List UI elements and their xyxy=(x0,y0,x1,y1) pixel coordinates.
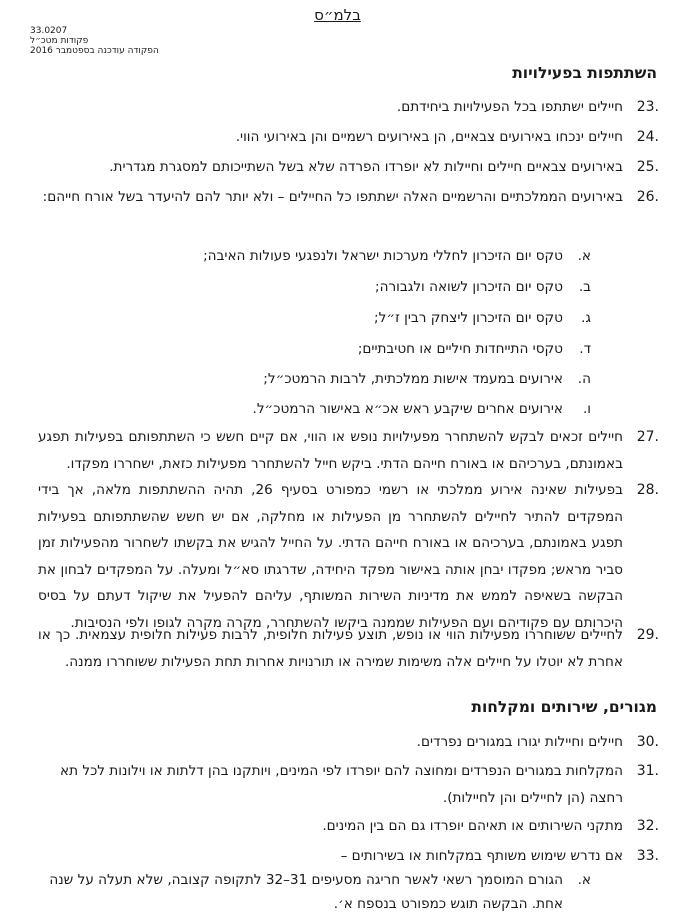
paragraph-23 xyxy=(38,96,659,118)
paragraph-number: 23. xyxy=(636,99,659,115)
subitem-letter: א. xyxy=(577,248,591,264)
paragraph-text: חיילים זכאים לבקש להשתחרר מפעילויות נופש או הווי, אם קיים חשש כי השתתפותם בפעילות תפגע באמונתם, בערכיהם או באורח חייהם הדתי. ביקש חייל להשתחרר מפעילות כזאת, ישחררו מפקדו. xyxy=(38,429,623,472)
paragraph-number: 28. xyxy=(636,482,659,498)
subitem-text: טקסי התייחדות חיליים או חטיבתיים; xyxy=(357,341,563,357)
subitem-text: אירועים אחרים שיקבע ראש אכ״א באישור הרמטכ״ל. xyxy=(252,401,563,417)
paragraph-text: אם נדרש שימוש משותף במקלחות או בשירותים – xyxy=(340,848,623,864)
paragraph-number: 25. xyxy=(636,159,659,175)
paragraph-number: 27. xyxy=(636,429,659,445)
paragraph-33 xyxy=(38,845,659,867)
subitem-c xyxy=(100,307,659,329)
classification-label: בלמ״ס xyxy=(314,6,361,24)
paragraph-28 xyxy=(38,477,659,636)
subitem-letter: ג. xyxy=(581,310,591,326)
subitem-e xyxy=(100,368,659,390)
paragraph-number: 31. xyxy=(636,763,659,779)
paragraph-text: חיילים ינכחו באירועים צבאיים, הן באירועים רשמיים והן באירועי הווי. xyxy=(235,129,623,145)
doc-number: 33.0207 xyxy=(30,26,68,36)
paragraph-25 xyxy=(38,156,659,178)
subitem-d xyxy=(100,338,659,360)
subitem-text: הגורם המוסמך רשאי לאשר חריגה מסעיפים 31–32 לתקופה קצובה, שלא תעלה על שנה אחת. הבקשה תוגש כמפורט בנספח א׳. xyxy=(49,872,563,912)
subitem-a xyxy=(100,245,659,267)
paragraph-text: באירועים צבאיים חיילים וחיילות לא יופרדו הפרדה שלא בשל השתייכותם למסגרת מגדרית. xyxy=(109,159,623,175)
paragraph-29 xyxy=(38,622,659,675)
paragraph-text: בפעילות שאינה אירוע ממלכתי או רשמי כמפורט בסעיף 26, תהיה ההשתתפות מלאה, אך בידי המפקדים להתיר לחיילים להשתחרר מן הפעילות או מחלקה, אם יש חשש שהשתתפותם בפעילות תפגע באמונתם, בערכיהם או באורח חייהם הדתי. על החייל להגיש את בקשתו לשחרור מהפעילות זמן סביר מראש; מפקדו יבחן אותה באישור מפקד היחידה, שדרגתו סא״ל ומעלה. על המפקדים לבחון את הבקשה בשאיפה לממש את מדיניות השירות המשותף, עליהם להפעיל את שיקול דעתם על בסיס היכרותם עם פקודיהם ועם הפעילות שממנה ביקשו להשתחרר, מקרה מקרה לגופו ולפי הנסיבות. xyxy=(38,482,623,631)
paragraph-31 xyxy=(38,758,659,811)
paragraph-text: חיילים ישתתפו בכל הפעילויות ביחידתם. xyxy=(396,99,623,115)
subitem-text: אירועים במעמד אישות ממלכתית, לרבות הרמטכ״ל; xyxy=(263,371,563,387)
paragraph-32 xyxy=(38,815,659,837)
section-title-participation: השתתפות בפעילויות xyxy=(512,64,657,82)
subitem-letter: ה. xyxy=(577,371,591,387)
subitem-b xyxy=(100,276,659,298)
subitem-letter: ד. xyxy=(579,341,591,357)
subitem-text: טקס יום הזיכרון לשואה ולגבורה; xyxy=(375,279,563,295)
paragraph-text: חיילים וחיילות יגורו במגורים נפרדים. xyxy=(416,734,623,750)
subitem-33-a xyxy=(30,868,659,916)
subitem-f xyxy=(100,398,659,420)
subitem-letter: ב. xyxy=(578,279,591,295)
paragraph-number: 24. xyxy=(636,129,659,145)
paragraph-text: באירועים הממלכתיים והרשמיים האלה ישתתפו כל החיילים – ולא יותר להם להיעדר בשל אורח חייהם: xyxy=(42,189,623,205)
subitem-text: טקס יום הזיכרון לחללי מערכות ישראל ולנפגעי פעולות האיבה; xyxy=(203,248,563,264)
paragraph-number: 32. xyxy=(636,818,659,834)
paragraph-text: לחיילים ששוחררו מפעילות הווי או נופש, תוצע פעילות חלופית, לרבות פעילות חלופית עצמאית. כך או אחרת לא יוטלו על חיילים אלה משימות שמירה או תורנויות אחרות תחת הפעילות ששוחררו ממנה. xyxy=(38,627,623,670)
section-title-housing: מגורים, שירותים ומקלחות xyxy=(471,698,657,716)
doc-series: פקודות מטכ״ל xyxy=(30,36,89,46)
paragraph-text: המקלחות במגורים הנפרדים ומחוצה להם יופרדו לפי המינים, ויותקנו בהן דלתות או וילונות לכל תא רחצה (הן לחיילים והן לחיילות). xyxy=(60,763,623,806)
paragraph-number: 29. xyxy=(636,627,659,643)
subitem-letter: ו. xyxy=(582,401,591,417)
update-note: הפקודה עודכנה בספטמבר 2016 xyxy=(30,46,159,56)
paragraph-27 xyxy=(38,424,659,477)
subitem-letter: א. xyxy=(577,872,591,888)
subitem-text: טקס יום הזיכרון ליצחק רבין ז״ל; xyxy=(374,310,563,326)
paragraph-text: מתקני השירותים או תאיהם יופרדו גם הם בין המינים. xyxy=(322,818,623,834)
paragraph-26 xyxy=(38,184,659,211)
paragraph-30 xyxy=(38,731,659,753)
paragraph-number: 33. xyxy=(636,848,659,864)
paragraph-number: 30. xyxy=(636,734,659,750)
paragraph-24 xyxy=(38,126,659,148)
paragraph-number: 26. xyxy=(636,189,659,205)
